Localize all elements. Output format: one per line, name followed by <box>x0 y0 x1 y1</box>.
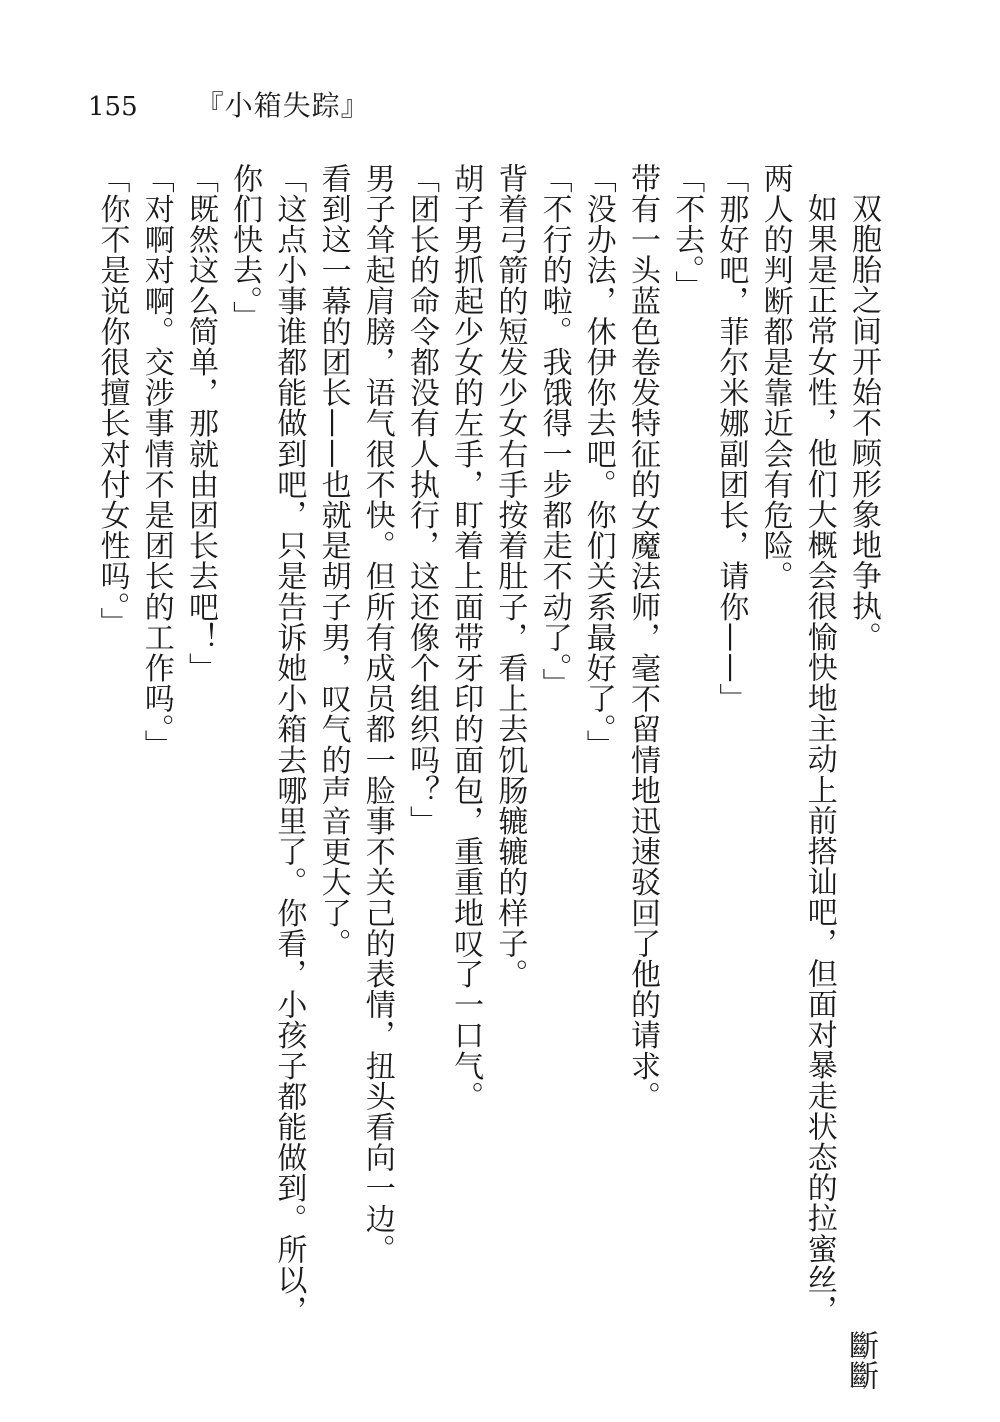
chapter-title: 『小箱失踪』 <box>195 89 370 122</box>
paragraph: 「你不是说你很擅长对付女性吗。」 <box>94 163 130 638</box>
paragraph: 如果是正常女性，他们大概会很愉快地主动上前搭讪吧，但面对暴走状态的拉蜜丝，两人的判断都是靠近会有危险。 <box>757 163 837 1326</box>
margin-note: 斷斷 <box>843 1330 878 1390</box>
paragraph: 看到这一幕的团长——也就是胡子男，叹气的声音更大了。 <box>315 163 351 959</box>
paragraph: 「那好吧，菲尔米娜副团长，请你——」 <box>713 163 749 714</box>
paragraph: 「没办法，休伊你去吧。你们关系最好了。」 <box>580 163 616 760</box>
page-number: 155 <box>88 92 138 122</box>
paragraph: 男子耸起肩膀，语气很不快。但所有成员都一脸事不关己的表情，扭头看向一边。 <box>359 163 395 1265</box>
paragraph: 「这点小事谁都能做到吧，只是告诉她小箱去哪里了。你看，小孩子都能做到。所以，你们快去。」 <box>227 163 307 1326</box>
paragraph: 「既然这么简单，那就由团长去吧！」 <box>182 163 218 684</box>
paragraph: 「团长的命令都没有人执行，这还像个组织吗？」 <box>403 163 439 837</box>
paragraph: 「对啊对啊。交涉事情不是团长的工作吗。」 <box>138 163 174 760</box>
paragraph: 「不去。」 <box>669 163 705 301</box>
paragraph: 「不行的啦。我饿得一步都走不动了。」 <box>536 163 572 699</box>
body-text <box>80 163 885 1353</box>
paragraph: 背着弓箭的短发少女右手按着肚子，看上去饥肠辘辘的样子。 <box>492 163 528 990</box>
paragraph: 带有一头蓝色卷发特征的女魔法师，毫不留情地迅速驳回了他的请求。 <box>624 163 660 1112</box>
page-header <box>88 84 370 124</box>
paragraph: 胡子男抓起少女的左手，盯着上面带牙印的面包，重重地叹了一口气。 <box>448 163 484 1112</box>
paragraph: 双胞胎之间开始不顾形象地争执。 <box>846 193 881 652</box>
